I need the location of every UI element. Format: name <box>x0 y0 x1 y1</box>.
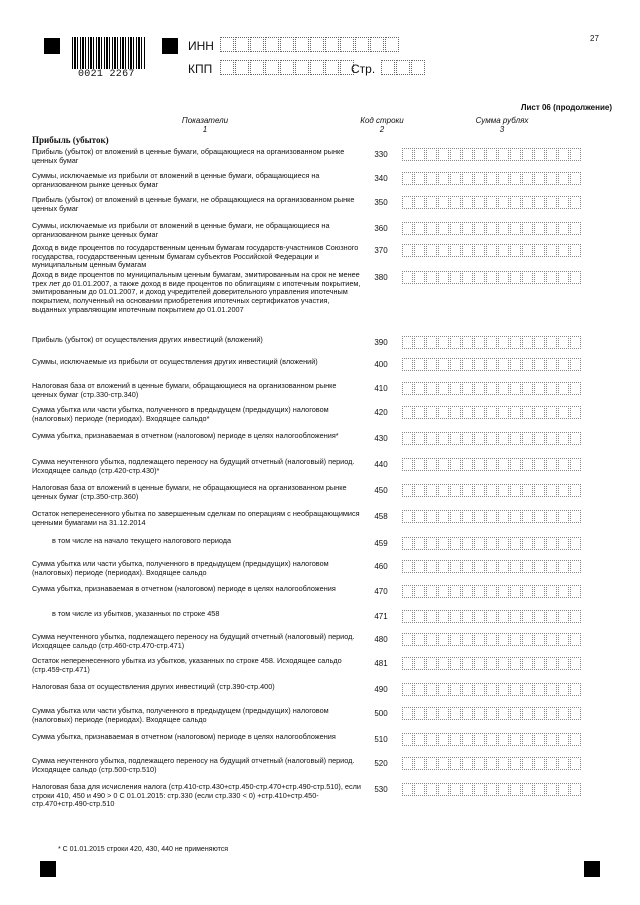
barcode <box>72 37 146 69</box>
row-code: 510 <box>374 735 388 744</box>
amount-field[interactable] <box>402 733 582 746</box>
row-label: Сумма убытка, признаваемая в отчетном (налоговом) периоде в целях налогообложения <box>32 584 336 593</box>
row-code: 500 <box>374 709 388 718</box>
row-code: 520 <box>374 759 388 768</box>
row-code: 440 <box>374 460 388 469</box>
amount-field[interactable] <box>402 358 582 371</box>
col-code-num: 2 <box>379 125 385 134</box>
row-code: 490 <box>374 685 388 694</box>
kpp-field[interactable] <box>220 60 355 75</box>
corner-marker-bottom-right <box>584 861 600 877</box>
inn-label: ИНН <box>188 39 214 53</box>
barcode-number: 0021 2267 <box>78 69 135 80</box>
section-title: Прибыль (убыток) <box>32 135 109 145</box>
amount-field[interactable] <box>402 406 582 419</box>
row-code: 330 <box>374 150 388 159</box>
amount-field[interactable] <box>402 382 582 395</box>
row-label: в том числе на начало текущего налогового периода <box>52 536 232 545</box>
row-label: Сумма неучтенного убытка, подлежащего переносу на будущий отчетный (налоговый) период. Исходящее сальдо (стр.420-стр.430)* <box>32 457 355 475</box>
row-code: 370 <box>374 246 388 255</box>
row-code: 460 <box>374 562 388 571</box>
amount-field[interactable] <box>402 196 582 209</box>
inn-field[interactable] <box>220 37 400 52</box>
footnote: * С 01.01.2015 строки 420, 430, 440 не применяются <box>58 846 228 853</box>
amount-field[interactable] <box>402 458 582 471</box>
amount-field[interactable] <box>402 610 582 623</box>
row-code: 530 <box>374 785 388 794</box>
row-code: 360 <box>374 224 388 233</box>
col-header-amount <box>462 116 542 134</box>
row-label: Сумма убытка или части убытка, полученного в предыдущем (предыдущих) налоговом (налоговых) периоде (периодах). Входящее сальдо <box>32 706 329 724</box>
corner-marker-top-mid <box>162 38 178 54</box>
row-label: Суммы, исключаемые из прибыли от вложений в ценные бумаги, обращающиеся на организованном рынке ценных бумаг <box>32 171 320 189</box>
amount-field[interactable] <box>402 683 582 696</box>
amount-field[interactable] <box>402 510 582 523</box>
row-code: 480 <box>374 635 388 644</box>
page-label: Стр. <box>351 62 376 76</box>
sheet-title: Лист 06 (продолжение) <box>520 103 612 112</box>
row-code: 470 <box>374 587 388 596</box>
amount-field[interactable] <box>402 222 582 235</box>
col-indicators-label: Показатели <box>181 116 229 125</box>
row-label: Сумма убытка или части убытка, полученного в предыдущем (предыдущих) налоговом (налоговых) периоде (периодах). Входящее сальдо <box>32 559 329 577</box>
col-amount-label: Сумма рублях <box>475 116 529 125</box>
amount-field[interactable] <box>402 271 582 284</box>
row-code: 450 <box>374 486 388 495</box>
row-code: 340 <box>374 174 388 183</box>
amount-field[interactable] <box>402 757 582 770</box>
row-code: 420 <box>374 408 388 417</box>
col-header-code <box>354 116 410 134</box>
amount-field[interactable] <box>402 585 582 598</box>
row-label: в том числе из убытков, указанных по строке 458 <box>52 609 220 618</box>
row-code: 390 <box>374 338 388 347</box>
row-code: 380 <box>374 273 388 282</box>
amount-field[interactable] <box>402 336 582 349</box>
amount-field[interactable] <box>402 484 582 497</box>
row-label: Сумма неучтенного убытка, подлежащего переносу на будущий отчетный (налоговый) период. Исходящее сальдо (стр.500-стр.510) <box>32 756 355 774</box>
row-label: Сумма убытка или части убытка, полученного в предыдущем (предыдущих) налоговом (налоговых) периоде (периодах). Входящее сальдо* <box>32 405 329 423</box>
row-code: 430 <box>374 434 388 443</box>
amount-field[interactable] <box>402 707 582 720</box>
col-indicators-num: 1 <box>202 125 208 134</box>
row-code: 481 <box>374 659 388 668</box>
row-label: Прибыль (убыток) от осуществления других инвестиций (вложений) <box>32 335 263 344</box>
amount-field[interactable] <box>402 560 582 573</box>
kpp-label: КПП <box>188 62 213 76</box>
row-label: Налоговая база для исчисления налога (стр.410-стр.430+стр.450-стр.470+стр.490-стр.510), если строки 410, 450 и 490 > 0 С 01.01.2015: стр.330 (если стр.330 < 0) +стр.410+стр.450-стр.470+стр.490-стр.510 <box>32 782 361 809</box>
row-label: Остаток неперенесенного убытка по завершенным сделкам по операциям с необращающимися ценными бумагами на 31.12.2014 <box>32 509 360 527</box>
row-code: 458 <box>374 512 388 521</box>
amount-field[interactable] <box>402 432 582 445</box>
corner-marker-top-left <box>44 38 60 54</box>
row-label: Сумма неучтенного убытка, подлежащего переносу на будущий отчетный (налоговый) период. Исходящее сальдо (стр.460-стр.470-стр.471) <box>32 632 355 650</box>
row-code: 350 <box>374 198 388 207</box>
amount-field[interactable] <box>402 537 582 550</box>
amount-field[interactable] <box>402 633 582 646</box>
row-label: Суммы, исключаемые из прибыли от осуществления других инвестиций (вложений) <box>32 357 318 366</box>
row-label: Прибыль (убыток) от вложений в ценные бумаги, обращающиеся на организованном рынке ценных бумаг <box>32 147 345 165</box>
row-code: 410 <box>374 384 388 393</box>
amount-field[interactable] <box>402 244 582 257</box>
amount-field[interactable] <box>402 172 582 185</box>
col-amount-num: 3 <box>499 125 505 134</box>
col-code-label: Код строки <box>360 116 404 125</box>
row-label: Налоговая база от вложений в ценные бумаги, обращающиеся на организованном рынке ценных бумаг (стр.330-стр.340) <box>32 381 337 399</box>
row-label: Доход в виде процентов по муниципальным ценным бумагам, эмитированным на срок не менее трех лет до 01.01.2007, а также доход в виде процентов по облигациям с ипотечным покрытием, эмитированным до 01.01.2007, и доход учредителей доверительного управления ипотечным покрытием, полученный на основании приобретения ипотечных сертификатов участия, выданных управляющим ипотечным покрытием до 01.01.2007 <box>32 270 361 314</box>
amount-field[interactable] <box>402 148 582 161</box>
col-header-indicators <box>150 116 260 134</box>
row-label: Сумма убытка, признаваемая в отчетном (налоговом) периоде в целях налогообложения <box>32 732 336 741</box>
row-code: 400 <box>374 360 388 369</box>
row-code: 471 <box>374 612 388 621</box>
row-code: 459 <box>374 539 388 548</box>
amount-field[interactable] <box>402 657 582 670</box>
row-label: Сумма убытка, признаваемая в отчетном (налоговом) периоде в целях налогообложения* <box>32 431 339 440</box>
row-label: Доход в виде процентов по государственным ценным бумагам государств-участников Союзного государства, государственным ценным бумагам субъектов Российской Федерации и муниципальным ценным бумагам <box>32 243 359 270</box>
amount-field[interactable] <box>402 783 582 796</box>
row-label: Прибыль (убыток) от вложений в ценные бумаги, не обращающиеся на организованном рынке ценных бумаг <box>32 195 355 213</box>
row-label: Суммы, исключаемые из прибыли от вложений в ценные бумаги, не обращающиеся на организованном рынке ценных бумаг <box>32 221 330 239</box>
corner-marker-bottom-left <box>40 861 56 877</box>
row-label: Налоговая база от осуществления других инвестиций (стр.390-стр.400) <box>32 682 275 691</box>
page-field[interactable] <box>381 60 426 75</box>
row-label: Налоговая база от вложений в ценные бумаги, не обращающиеся на организованном рынке ценных бумаг (стр.350-стр.360) <box>32 483 347 501</box>
row-label: Остаток неперенесенного убытка из убытков, указанных по строке 458. Исходящее сальдо (стр.459-стр.471) <box>32 656 342 674</box>
page-number: 27 <box>590 34 599 43</box>
